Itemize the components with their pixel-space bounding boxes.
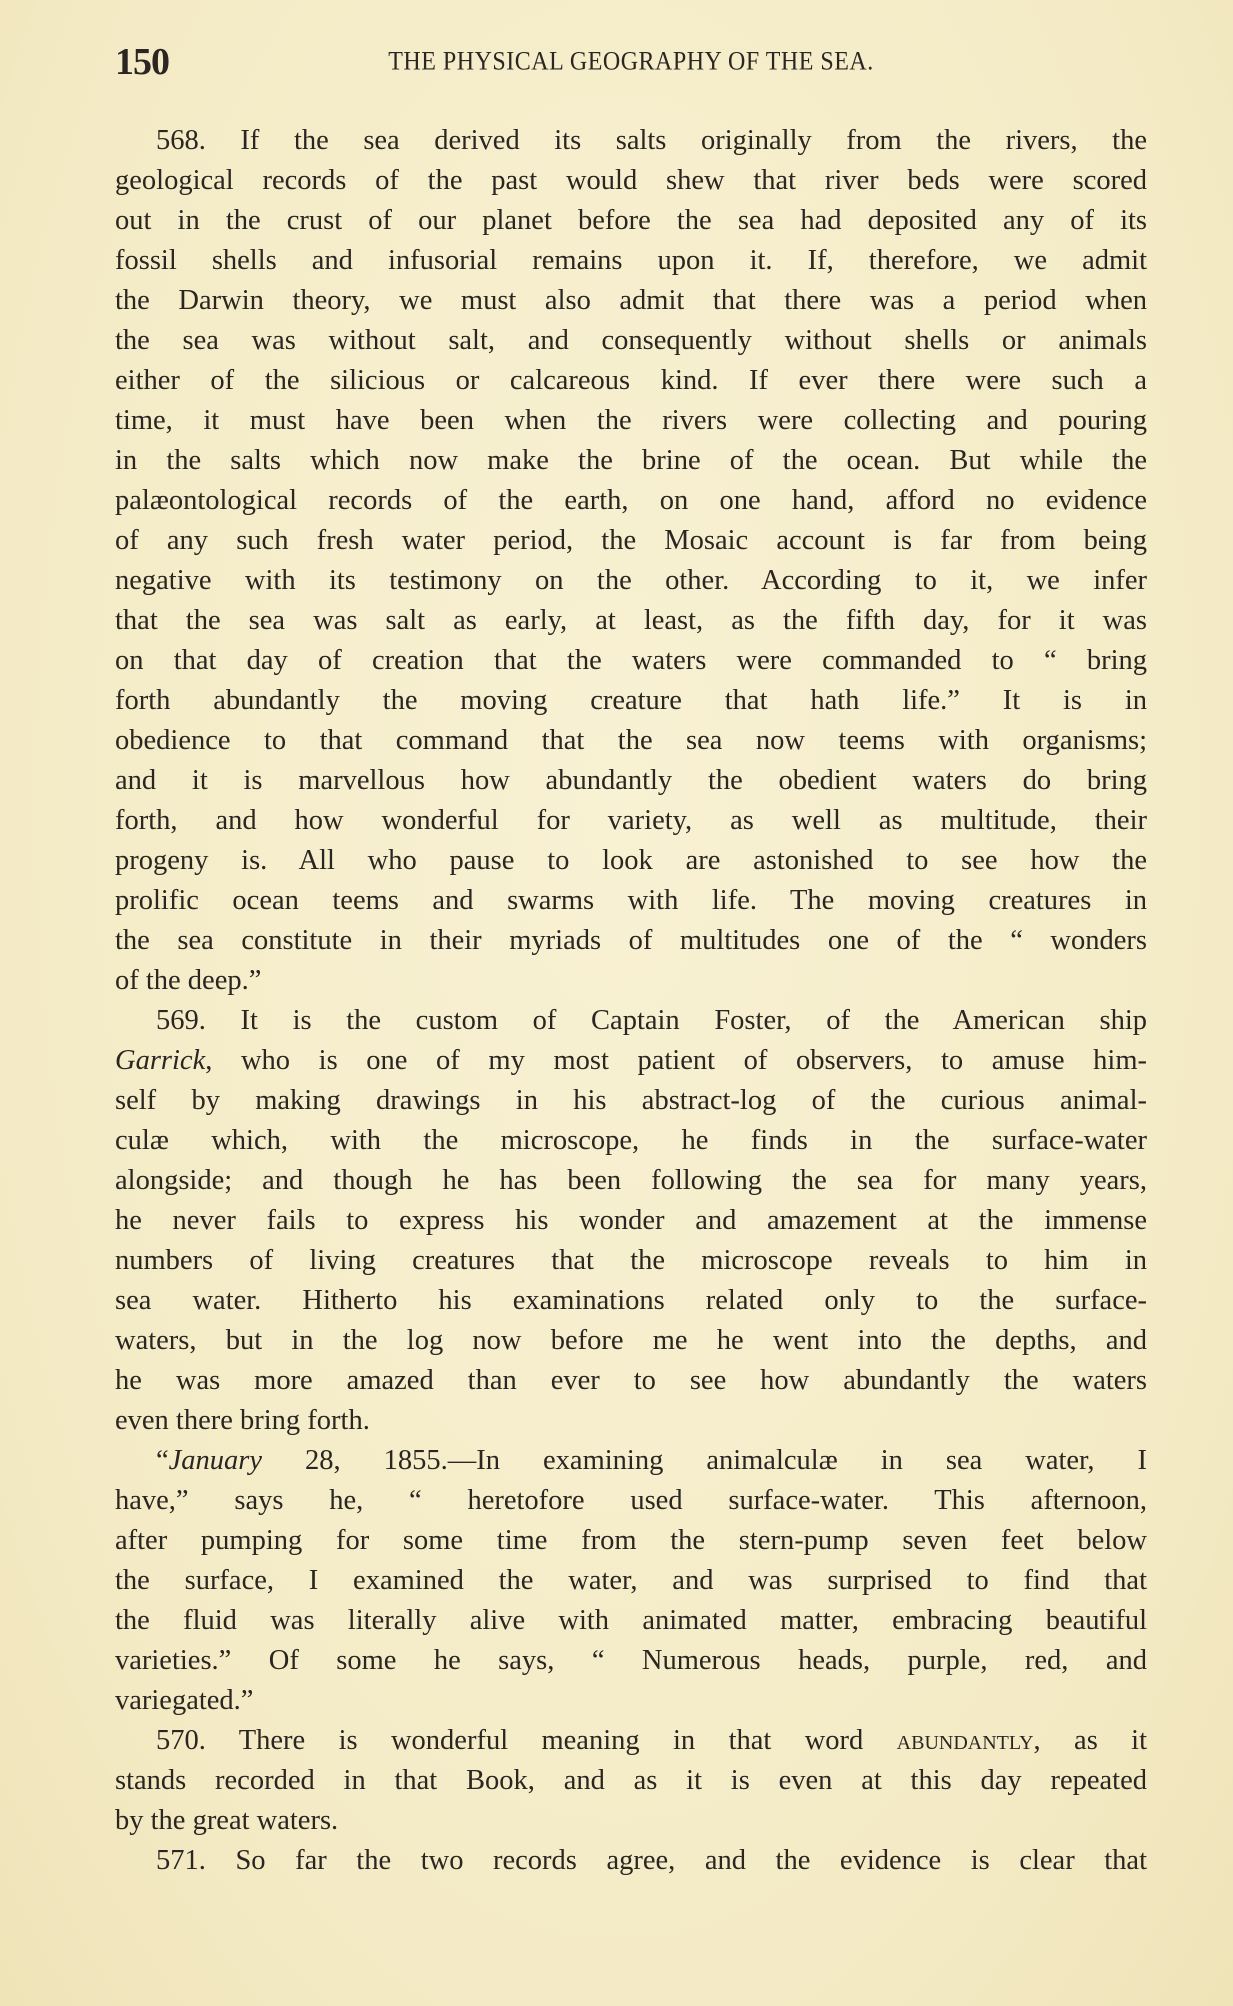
text-line — [115, 1681, 1147, 1721]
text-segment: out in the crust of our planet before the sea had deposited any of its — [115, 205, 1147, 236]
text-segment: sea water. Hitherto his examinations related only to the surface- — [115, 1285, 1147, 1316]
text-line — [115, 481, 1147, 521]
text-segment: , who is one of my most patient of observers, to amuse him- — [205, 1045, 1147, 1076]
text-line — [115, 1721, 1147, 1761]
text-segment: the surface, I examined the water, and was surprised to find that — [115, 1565, 1147, 1596]
text-line — [115, 1241, 1147, 1281]
paragraph — [115, 1441, 1147, 1721]
small-caps-text: abundantly — [896, 1725, 1034, 1756]
text-segment: he was more amazed than ever to see how abundantly the waters — [115, 1365, 1147, 1396]
text-line — [115, 1081, 1147, 1121]
text-line — [115, 841, 1147, 881]
body-text — [115, 121, 1147, 1881]
text-line — [115, 241, 1147, 281]
paragraph — [115, 1841, 1147, 1881]
text-segment: negative with its testimony on the other. According to it, we infer — [115, 565, 1147, 596]
text-line — [115, 1521, 1147, 1561]
text-line — [115, 1201, 1147, 1241]
text-segment: in the salts which now make the brine of the ocean. But while the — [115, 445, 1147, 476]
text-segment: geological records of the past would shew that river beds were scored — [115, 165, 1147, 196]
text-line — [115, 1841, 1147, 1881]
text-segment: self by making drawings in his abstract-log of the curious animal- — [115, 1085, 1147, 1116]
italic-text: January — [168, 1445, 263, 1476]
page-number: 150 — [115, 41, 169, 83]
running-title: THE PHYSICAL GEOGRAPHY OF THE SEA. — [388, 47, 874, 77]
text-line — [115, 1641, 1147, 1681]
text-line — [115, 761, 1147, 801]
text-line — [115, 561, 1147, 601]
text-line — [115, 1161, 1147, 1201]
text-line — [115, 1041, 1147, 1081]
text-segment: 569. It is the custom of Captain Foster, of the American ship — [156, 1005, 1147, 1036]
text-segment: of the deep.” — [115, 965, 262, 996]
text-segment: 570. There is wonderful meaning in that word — [156, 1725, 897, 1756]
text-line — [115, 321, 1147, 361]
text-line — [115, 1001, 1147, 1041]
text-line — [115, 881, 1147, 921]
text-segment: varieties.” Of some he says, “ Numerous heads, purple, red, and — [115, 1645, 1147, 1676]
text-segment: 568. If the sea derived its salts originally from the rivers, the — [156, 125, 1147, 156]
text-line — [115, 1801, 1147, 1841]
text-segment: and it is marvellous how abundantly the obedient waters do bring — [115, 765, 1147, 796]
text-line — [115, 601, 1147, 641]
text-line — [115, 921, 1147, 961]
italic-text: Garrick — [115, 1045, 206, 1076]
text-segment: palæontological records of the earth, on one hand, afford no evidence — [115, 485, 1147, 516]
page-header — [115, 42, 1147, 82]
text-segment: forth, and how wonderful for variety, as well as multitude, their — [115, 805, 1147, 836]
text-segment: by the great waters. — [115, 1805, 339, 1836]
text-line — [115, 1281, 1147, 1321]
text-segment: forth abundantly the moving creature that hath life.” It is in — [115, 685, 1147, 716]
text-segment: either of the silicious or calcareous kind. If ever there were such a — [115, 365, 1147, 396]
text-segment: 571. So far the two records agree, and the evidence is clear that — [156, 1845, 1147, 1876]
text-segment: numbers of living creatures that the microscope reveals to him in — [115, 1245, 1147, 1276]
text-segment: the sea was without salt, and consequently without shells or animals — [115, 325, 1147, 356]
text-segment: after pumping for some time from the stern-pump seven feet below — [115, 1525, 1147, 1556]
text-segment: progeny is. All who pause to look are astonished to see how the — [115, 845, 1147, 876]
text-line — [115, 1361, 1147, 1401]
text-segment: on that day of creation that the waters were commanded to “ bring — [115, 645, 1147, 676]
text-line — [115, 521, 1147, 561]
text-segment: fossil shells and infusorial remains upon it. If, therefore, we admit — [115, 245, 1147, 276]
paragraph — [115, 121, 1147, 1001]
text-line — [115, 161, 1147, 201]
text-line — [115, 1401, 1147, 1441]
text-line — [115, 1601, 1147, 1641]
paragraph — [115, 1001, 1147, 1441]
text-line — [115, 1761, 1147, 1801]
text-line — [115, 1121, 1147, 1161]
text-segment: variegated.” — [115, 1685, 254, 1716]
text-segment: time, it must have been when the rivers were collecting and pouring — [115, 405, 1147, 436]
text-line — [115, 641, 1147, 681]
text-line — [115, 681, 1147, 721]
text-line — [115, 201, 1147, 241]
text-segment: stands recorded in that Book, and as it is even at this day repeated — [115, 1765, 1147, 1796]
text-line — [115, 441, 1147, 481]
text-segment: prolific ocean teems and swarms with life. The moving creatures in — [115, 885, 1147, 916]
text-segment: culæ which, with the microscope, he finds in the surface-water — [115, 1125, 1147, 1156]
paragraph — [115, 1721, 1147, 1841]
text-segment: alongside; and though he has been following the sea for many years, — [115, 1165, 1147, 1196]
text-line — [115, 1561, 1147, 1601]
text-line — [115, 1321, 1147, 1361]
text-segment: even there bring forth. — [115, 1405, 370, 1436]
text-line — [115, 1481, 1147, 1521]
text-segment: , as it — [1033, 1725, 1148, 1756]
text-segment: he never fails to express his wonder and amazement at the immense — [115, 1205, 1147, 1236]
text-line — [115, 801, 1147, 841]
text-segment: “ — [156, 1445, 169, 1476]
text-line — [115, 721, 1147, 761]
text-line — [115, 401, 1147, 441]
text-segment: of any such fresh water period, the Mosaic account is far from being — [115, 525, 1147, 556]
text-segment: obedience to that command that the sea now teems with organisms; — [115, 725, 1147, 756]
text-segment: that the sea was salt as early, at least, as the fifth day, for it was — [115, 605, 1147, 636]
text-segment: the fluid was literally alive with animated matter, embracing beautiful — [115, 1605, 1147, 1636]
text-line — [115, 281, 1147, 321]
text-segment: the sea constitute in their myriads of multitudes one of the “ wonders — [115, 925, 1147, 956]
text-segment: the Darwin theory, we must also admit that there was a period when — [115, 285, 1147, 316]
text-line — [115, 361, 1147, 401]
text-segment: 28, 1855.—In examining animalculæ in sea water, I — [262, 1445, 1147, 1476]
text-segment: have,” says he, “ heretofore used surface-water. This afternoon, — [115, 1485, 1147, 1516]
text-line — [115, 1441, 1147, 1481]
text-line — [115, 961, 1147, 1001]
text-segment: waters, but in the log now before me he went into the depths, and — [115, 1325, 1147, 1356]
text-line — [115, 121, 1147, 161]
